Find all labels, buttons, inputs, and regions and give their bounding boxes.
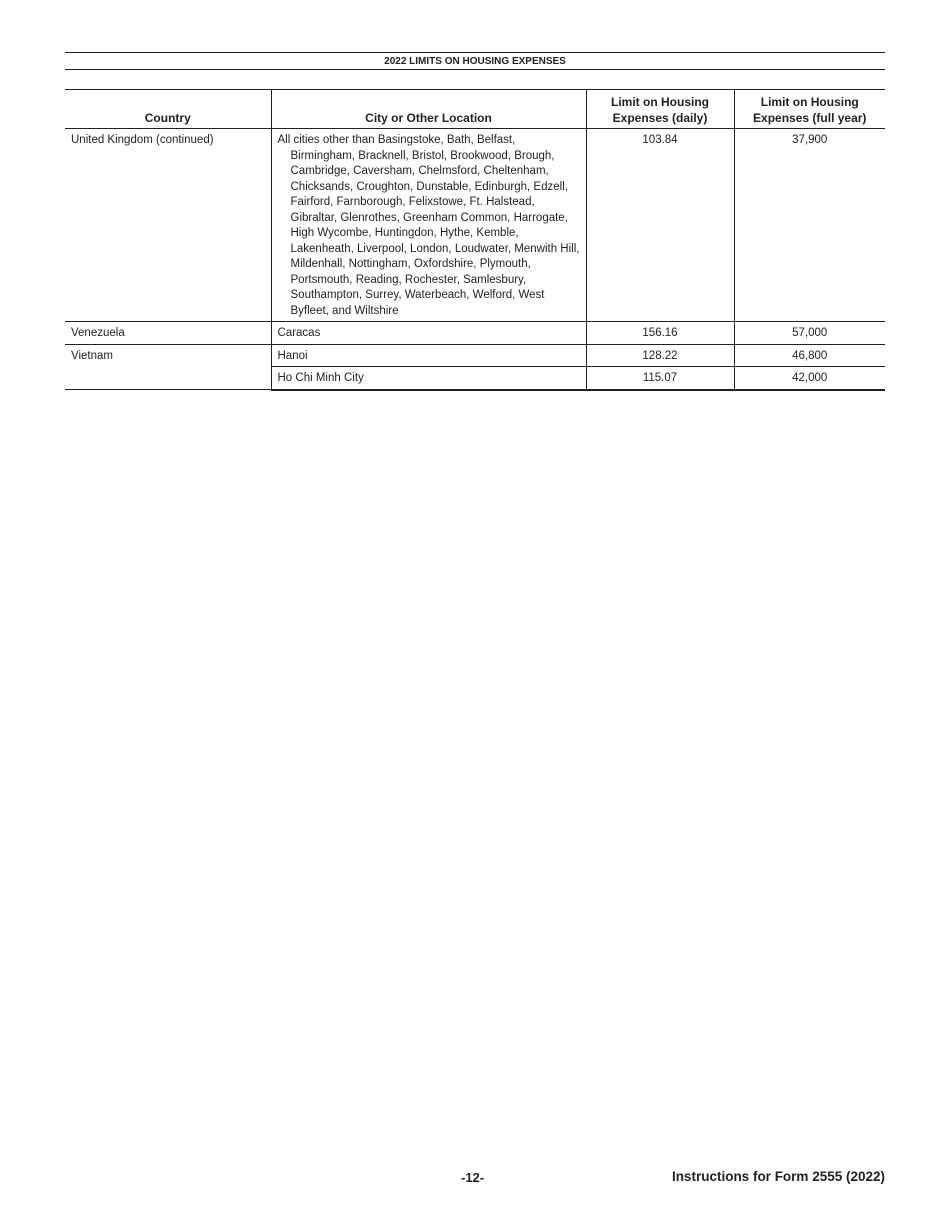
table-header-row [65,90,885,129]
header-country: Country [65,90,271,129]
header-daily-limit [586,90,734,129]
country-cell: United Kingdom (continued) [65,129,271,322]
full-year-limit-cell: 42,000 [734,367,885,390]
location-cell: Ho Chi Minh City [271,367,586,390]
table-row [65,129,885,322]
location-text: All cities other than Basingstoke, Bath, Belfast, Birmingham, Bracknell, Bristol, Brookwood, Brough, Cambridge, Caversham, Chelmsford, Cheltenham, Chicksands, Croughton, Dunstable, Edinburgh, Edzell, Fairford, Farnborough, Felixstowe, Ft. Halstead, Gibraltar, Glenrothes, Greenham Common, Harrogate, High Wycombe, Huntingdon, Hythe, Kemble, Lakenheath, Liverpool, London, Loudwater, Menwith Hill, Mildenhall, Nottingham, Oxfordshire, Plymouth, Portsmouth, Reading, Rochester, Samlesbury, Southampton, Surrey, Waterbeach, Welford, West Byfleet, and Wiltshire [277,134,580,317]
housing-limits-table [65,89,885,391]
full-year-limit-cell: 46,800 [734,344,885,367]
location-cell: Caracas [271,322,586,345]
country-cell: Venezuela [65,322,271,345]
country-cell: Vietnam [71,349,113,362]
table-row [65,322,885,345]
header-daily-line1: Limit on Housing [611,95,709,109]
daily-limit-cell: 128.22 [586,344,734,367]
page-number: -12- [461,1170,485,1185]
location-cell [271,129,586,322]
table-title: 2022 LIMITS ON HOUSING EXPENSES [65,52,885,70]
full-year-limit-cell: 37,900 [734,129,885,322]
header-full-year-line2: Expenses (full year) [753,111,867,125]
daily-limit-cell: 103.84 [586,129,734,322]
table-row [65,344,885,367]
daily-limit-cell: 115.07 [586,367,734,390]
country-cell [65,367,271,390]
header-daily-line2: Expenses (daily) [612,111,708,125]
table-row [65,367,885,390]
daily-limit-cell: 156.16 [586,322,734,345]
location-cell: Hanoi [271,344,586,367]
header-location: City or Other Location [271,90,586,129]
full-year-limit-cell: 57,000 [734,322,885,345]
form-title-footer: Instructions for Form 2555 (2022) [671,1169,885,1184]
header-full-year-line1: Limit on Housing [760,95,859,109]
header-full-year-limit [734,90,885,129]
